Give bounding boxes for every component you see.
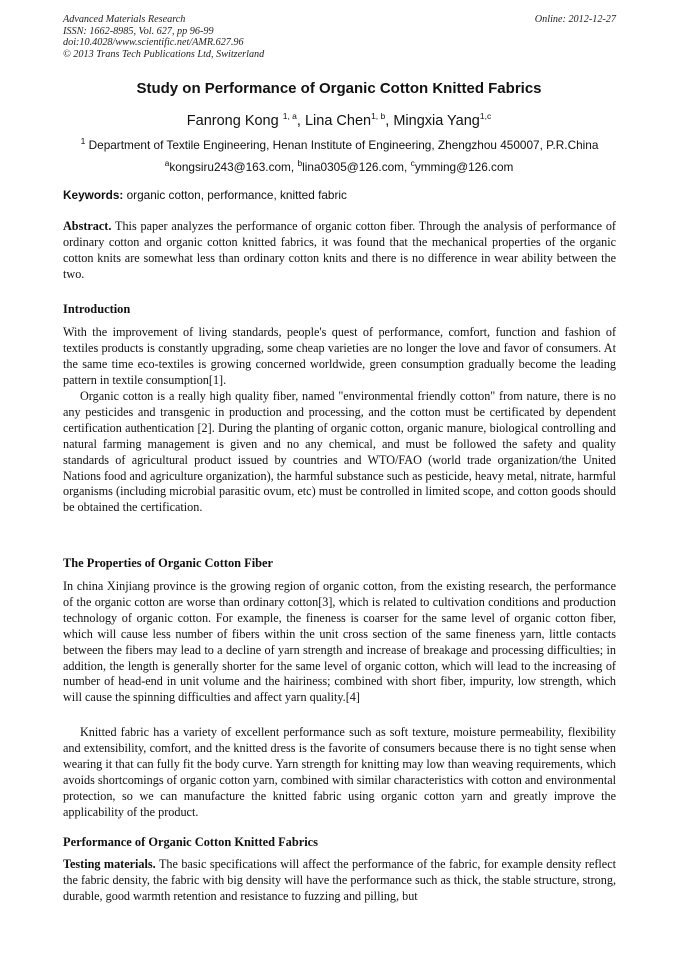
abstract bbox=[63, 219, 616, 283]
author-list: Fanrong Kong $^{1, a}$, Lina Chen$^{1, b}$, Mingxia Yang$^{1,c}$ bbox=[186, 111, 492, 129]
testing-materials-text: The basic specifications will affect the performance of the fabric, for example density reflect the fabric density, the fabric with big density will have the performance such as thick, the stable structure, strong, durable, good warmth retention and resistance to fuzzing and pilling, but bbox=[63, 857, 617, 903]
keywords-text: organic cotton, performance, knitted fabric bbox=[123, 188, 347, 202]
author-sup: 1,c bbox=[479, 111, 492, 122]
author-sup: 1, a bbox=[282, 111, 297, 122]
journal-header bbox=[63, 14, 616, 60]
email-link[interactable]: kongsiru243@163.com, bbox=[169, 160, 298, 174]
intro-paragraph-1: With the improvement of living standards, people's quest of performance, comfort, function and fashion of textiles products is constantly upgrading, some cheap varieties are no longer the love and favor of consumers. At the same time eco-textiles is growing concerned worldwide, green consumption gradually become the leading pattern in textile consumption[1]. bbox=[63, 325, 616, 387]
intro-paragraph-2: Organic cotton is a really high quality fiber, named "environmental friendly cotton" from nature, there is no any pesticides and transgenic in production and processing, and the cotton must be certificated by dependent certification authentication [2]. During the planting of organic cotton, organic manure, biological controlling and natural farming management is given and no any chemical, and must be followed the safety and quality standards of agricultural product issued by countries and WTO/FAO (world trade organization/the United Nations food and agriculture organization), the harmful substance such as pesticide, heavy metal, nitrate, harmful organisms (including microbial parasitic ovum, etc) must be controlled in limited scope, and cotton goods should be obtained the certification. bbox=[63, 389, 616, 515]
section-heading-performance: Performance of Organic Cotton Knitted Fabrics bbox=[63, 835, 318, 849]
properties-paragraph-2: Knitted fabric has a variety of excellent performance such as soft texture, moisture permeability, flexibility and extensibility, comfort, and the knitted dress is the favorite of consumers because there is no tight sense when wearing it that can fully fit the body curve. Yarn strength for knitting may low than weaving requirements, which avoids shortcomings of organic cotton yarn, combined with similar characteristics with cotton and environmental protection, so we can manufacture the knitted fabric using organic cotton yarn and greatly improve the applicability of the product. bbox=[63, 725, 616, 819]
properties-paragraph-1: In china Xinjiang province is the growing region of organic cotton, from the existing research, the performance of the organic cotton are worse than ordinary cotton[3], which is related to cultivation conditions and production technology of organic cotton. For example, the fineness is coarser for the same level of organic cotton fiber, which will cause less number of fibers within the unit cross section of the same fineness yarn, little contacts between the fibers may lead to a decline of yarn strength and increase of breakage and processing difficulties; in addition, the length is generally shorter for the same level of organic cotton, which will lead to the increasing of number of head-end in unit volume and the hairiness; combined with short fiber, impurity, low strength, which will cause the spinning difficulties and affect yarn quality.[4] bbox=[63, 579, 616, 705]
email-list: $^a$kongsiru243@163.com, $^b$lina0305@126.com, $^c$ymming@126.com bbox=[164, 158, 514, 174]
affiliation-text: Department of Textile Engineering, Henan Institute of Engineering, Zhengzhou 450007, P.R.China bbox=[88, 138, 599, 152]
affiliation-sup: 1 bbox=[80, 136, 86, 147]
section-heading-properties: The Properties of Organic Cotton Fiber bbox=[63, 556, 274, 570]
online-date: Online: 2012-12-27 bbox=[534, 14, 616, 25]
affiliation bbox=[63, 138, 616, 152]
author-name: Mingxia Yang bbox=[393, 113, 480, 129]
abstract-text: This paper analyzes the performance of organic cotton fiber. Through the analysis of performance of ordinary cotton and organic cotton knitted fabrics, it was found that the mechanical properties of the organic cotton knits are somewhat less than ordinary cotton knits and there is no difference in wear ability between the two. bbox=[63, 219, 616, 281]
issn-line: ISSN: 1662-8985, Vol. 627, pp 96-99 bbox=[63, 25, 214, 37]
paper-title: Study on Performance of Organic Cotton Knitted Fabrics bbox=[136, 80, 542, 97]
keywords bbox=[63, 188, 616, 202]
author-sup: 1, b bbox=[371, 111, 386, 122]
email-link[interactable]: lina0305@126.com, bbox=[302, 160, 411, 174]
journal-name: Advanced Materials Research bbox=[63, 14, 186, 25]
doi-line: doi:10.4028/www.scientific.net/AMR.627.96 bbox=[63, 37, 244, 49]
keywords-label: Keywords: bbox=[63, 188, 124, 202]
author-name: Fanrong Kong bbox=[186, 113, 279, 129]
testing-materials-label: Testing materials. bbox=[63, 857, 156, 871]
abstract-label: Abstract. bbox=[63, 219, 112, 233]
copyright-line: © 2013 Trans Tech Publications Ltd, Switzerland bbox=[63, 48, 265, 60]
author-name: Lina Chen bbox=[304, 113, 372, 129]
email-link[interactable]: ymming@126.com bbox=[414, 160, 514, 174]
testing-materials-paragraph bbox=[63, 857, 616, 905]
section-heading-introduction: Introduction bbox=[63, 302, 131, 316]
